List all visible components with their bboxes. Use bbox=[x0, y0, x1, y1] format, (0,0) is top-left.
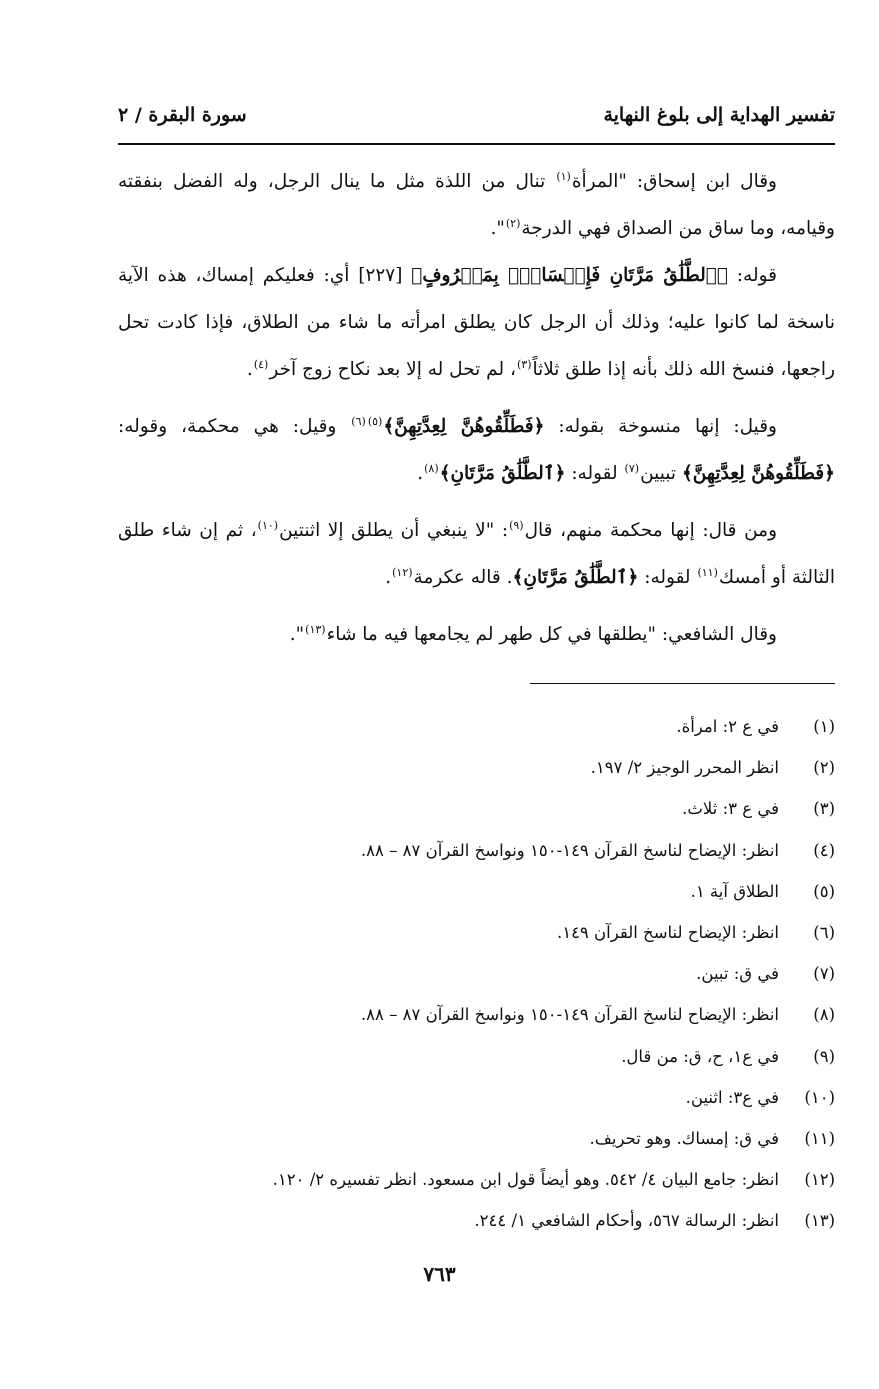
footnote-text: انظر المحرر الوجيز ٢/ ١٩٧. bbox=[590, 758, 779, 778]
text-run: . bbox=[246, 359, 253, 380]
footnote-number: (٢) bbox=[813, 758, 835, 778]
footnote-ref-10[interactable]: (١٠) bbox=[257, 518, 279, 532]
footnote-ref-8[interactable]: (٨) bbox=[424, 461, 439, 475]
text-run: تبيين bbox=[640, 463, 682, 484]
footnote-ref-4[interactable]: (٤) bbox=[253, 357, 269, 371]
footnote-text: انظر: الرسالة ٥٦٧، وأحكام الشافعي ١/ ٢٤٤. bbox=[474, 1211, 779, 1231]
footnote-item bbox=[118, 706, 835, 747]
footnote-item bbox=[118, 871, 835, 912]
footnotes-list bbox=[118, 706, 835, 1242]
text-run: تنال من اللذة مثل ما ينال الرجل، وله الفضل بنفقته وقيامه، وما ساق من الصداق فهي الدرجة bbox=[118, 171, 835, 239]
paragraph-muhkama bbox=[118, 507, 835, 601]
text-run: . bbox=[385, 567, 392, 588]
footnote-text: في ع١، ح، ق: من قال. bbox=[621, 1046, 779, 1066]
paragraph-ibn-ishaq bbox=[118, 158, 835, 252]
footnote-ref-11[interactable]: (١١) bbox=[697, 565, 718, 579]
footnote-text: انظر: الإيضاح لناسخ القرآن ١٤٩-١٥٠ ونواسخ القرآن ٨٧ – ٨٨. bbox=[360, 1005, 779, 1025]
footnote-ref-12[interactable]: (١٢) bbox=[392, 565, 413, 579]
footnote-item bbox=[118, 747, 835, 788]
footnote-item bbox=[118, 830, 835, 871]
text-run: لقوله: bbox=[565, 463, 624, 484]
footnote-item bbox=[118, 1118, 835, 1159]
footnote-number: (٣) bbox=[813, 799, 835, 819]
footnote-ref-2[interactable]: (٢) bbox=[505, 216, 521, 230]
text-run: لقوله: bbox=[638, 567, 697, 588]
paragraph-qawluhu bbox=[118, 252, 835, 393]
paragraph-mansukha bbox=[118, 403, 835, 497]
footnote-ref-7[interactable]: (٧) bbox=[624, 461, 640, 475]
footnote-number: (٤) bbox=[813, 840, 835, 860]
footnote-text: في ع ٣: ثلاث. bbox=[682, 799, 779, 819]
text-run: ، لم تحل له إلا بعد نكاح زوج آخر bbox=[269, 359, 516, 380]
footnote-number: (١٢) bbox=[804, 1170, 835, 1190]
text-run: قوله: bbox=[728, 265, 777, 286]
footnote-item bbox=[118, 788, 835, 829]
footnote-item bbox=[118, 994, 835, 1035]
footnote-number: (١٣) bbox=[804, 1211, 835, 1231]
footnote-ref-6[interactable]: (٦) bbox=[351, 414, 366, 428]
paragraph-shafii bbox=[118, 611, 835, 658]
text-run: وقيل: إنها منسوخة بقوله: bbox=[544, 416, 777, 437]
footnote-number: (٦) bbox=[813, 923, 835, 943]
page-number: ٧٦٣ bbox=[423, 1262, 456, 1286]
footnote-ref-1[interactable]: (١) bbox=[556, 169, 571, 183]
footnote-item bbox=[118, 1200, 835, 1241]
text-run: ، ثم إن شاء طلق الثالثة أو أمسك bbox=[118, 520, 835, 588]
text-run: ومن قال: إنها محكمة منهم، قال bbox=[524, 520, 778, 541]
footnote-number: (٨) bbox=[813, 1005, 835, 1025]
surah-reference: سورة البقرة / ٢ bbox=[118, 104, 247, 126]
footnote-item bbox=[118, 912, 835, 953]
text-run: وقيل: هي محكمة، وقوله: bbox=[118, 416, 351, 437]
text-run: وقال ابن إسحاق: "المرأة bbox=[571, 171, 777, 192]
footnote-item bbox=[118, 953, 835, 994]
footnote-text: انظر: جامع البيان ٤/ ٥٤٢. وهو أيضاً قول ابن مسعود. انظر تفسيره ٢/ ١٢٠. bbox=[272, 1170, 779, 1190]
header-rule bbox=[118, 143, 835, 145]
footnote-text: انظر: الإيضاح لناسخ القرآن ١٤٩-١٥٠ ونواسخ القرآن ٨٧ – ٨٨. bbox=[360, 840, 779, 860]
text-run: : "لا ينبغي أن يطلق إلا اثنتين bbox=[279, 520, 509, 541]
quran-verse: ﴿فَطَلِّقُوهُنَّ لِعِدَّتِهِنَّ﴾ bbox=[383, 416, 545, 437]
footnote-number: (١) bbox=[813, 717, 835, 736]
footnote-item bbox=[118, 1036, 835, 1077]
footnote-number: (٥) bbox=[813, 881, 835, 901]
main-text bbox=[118, 158, 835, 658]
text-run: ". bbox=[490, 218, 505, 239]
footnote-item bbox=[118, 1077, 835, 1118]
text-run: ". bbox=[289, 624, 305, 645]
footnote-text: في ع ٢: امرأة. bbox=[676, 717, 779, 736]
footnote-number: (٧) bbox=[813, 964, 835, 984]
footnote-number: (١١) bbox=[804, 1129, 835, 1149]
footnote-item bbox=[118, 1159, 835, 1200]
footnote-text: في ع٣: اثنين. bbox=[685, 1087, 779, 1107]
footnote-text: في ق: تبين. bbox=[696, 964, 779, 984]
footnote-text: في ق: إمساك. وهو تحريف. bbox=[589, 1129, 779, 1149]
quran-verse: ﴿ٱلطَّلَٰقُ مَرَّتَانِ﴾ bbox=[512, 567, 639, 588]
footnote-ref-9[interactable]: (٩) bbox=[509, 518, 524, 532]
footnote-number: (١٠) bbox=[804, 1087, 835, 1107]
footnote-number: (٩) bbox=[813, 1046, 835, 1066]
quran-verse: ﴿ٱلطَّلَٰقُ مَرَّتَانِ﴾ bbox=[439, 463, 566, 484]
footnote-text: انظر: الإيضاح لناسخ القرآن ١٤٩. bbox=[556, 923, 779, 943]
footnote-text: الطلاق آية ١. bbox=[690, 881, 779, 901]
footnote-ref-13[interactable]: (١٣) bbox=[305, 622, 326, 636]
text-run: وقال الشافعي: "يطلقها في كل طهر لم يجامعها فيه ما شاء bbox=[326, 624, 777, 645]
footnote-ref-5[interactable]: (٥) bbox=[367, 414, 383, 428]
running-header bbox=[118, 98, 835, 132]
text-run: . قاله عكرمة bbox=[413, 567, 513, 588]
book-title: تفسير الهداية إلى بلوغ النهاية bbox=[603, 104, 835, 126]
footnote-separator bbox=[530, 683, 835, 684]
footnote-ref-3[interactable]: (٣) bbox=[516, 357, 532, 371]
text-run: . bbox=[417, 463, 424, 484]
quran-verse: ﴿فَطَلِّقُوهُنَّ لِعِدَّتِهِنَّ﴾ bbox=[681, 463, 835, 484]
text-run: [٢٢٧] أي: فعليكم إمساك، هذه الآية ناسخة لما كانوا عليه؛ وذلك أن الرجل كان يطلق امرأته ما شاء من الطلاق، فإذا كادت تحل راجعها، فنسخ الله ذلك بأنه إذا طلق ثلاثاً bbox=[118, 265, 835, 380]
quran-verse: ﴿ٱلطَّلَٰقُ مَرَّتَانِ فَإِمۡسَاكُۢ بِمَعۡرُوفٍ﴾ bbox=[411, 265, 728, 286]
